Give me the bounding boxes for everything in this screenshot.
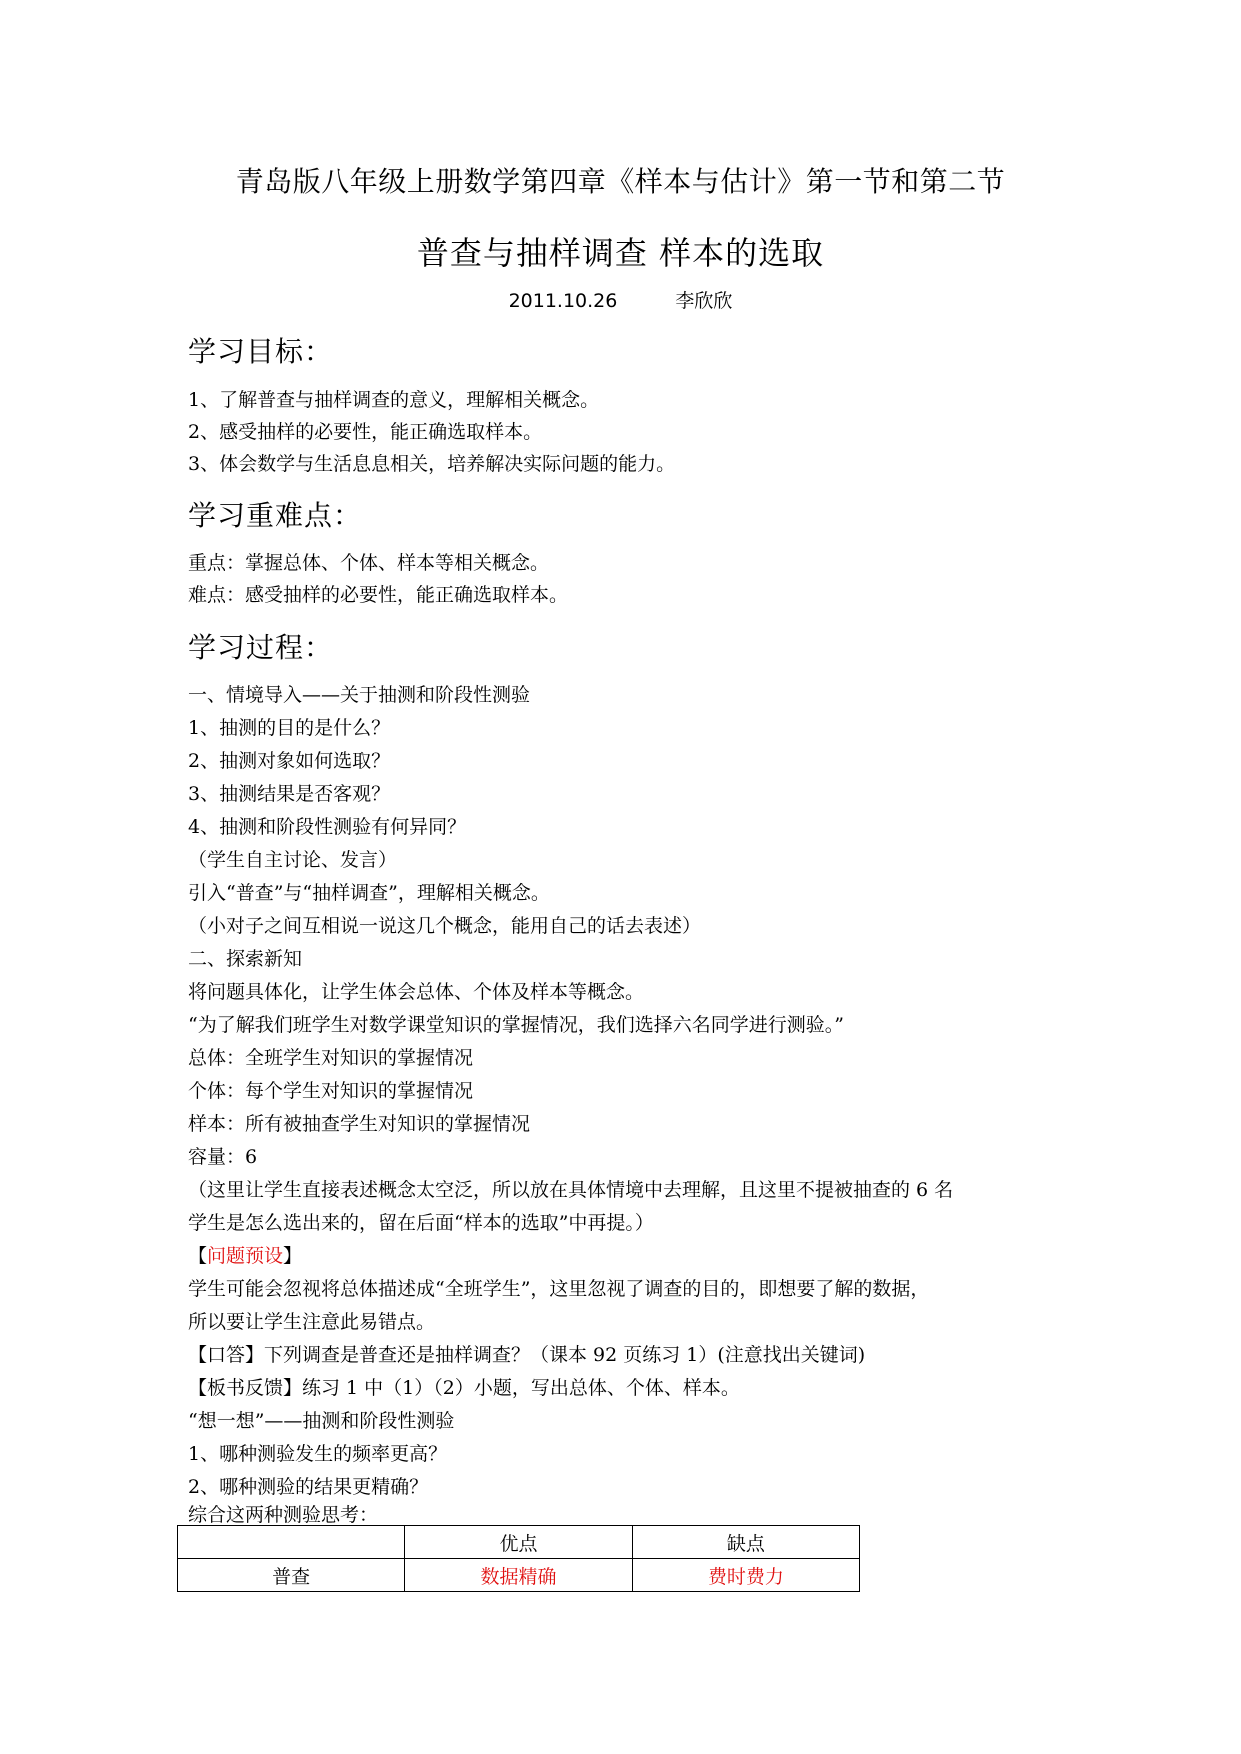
goal-item: 1、了解普查与抽样调查的意义，理解相关概念。 <box>188 389 600 411</box>
problem-preset-label <box>188 1241 302 1268</box>
table-header-cell <box>178 1526 405 1559</box>
process-line: 总体：全班学生对知识的掌握情况 <box>188 1047 474 1069</box>
document-date: 2011.10.26 <box>508 290 618 312</box>
process-line: 将问题具体化，让学生体会总体、个体及样本等概念。 <box>188 981 645 1003</box>
process-line: 学生可能会忽视将总体描述成“全班学生”，这里忽视了调查的目的，即想要了解的数据， <box>188 1278 930 1300</box>
table-header-row <box>178 1526 860 1559</box>
process-line: 引入“普查”与“抽样调查”，理解相关概念。 <box>188 882 550 904</box>
process-line: 3、抽测结果是否客观？ <box>188 783 391 805</box>
process-line: “为了解我们班学生对数学课堂知识的掌握情况，我们选择六名同学进行测验。” <box>188 1014 844 1036</box>
comparison-table <box>177 1525 860 1592</box>
process-line: （小对子之间互相说一说这几个概念，能用自己的话去表述） <box>188 915 702 937</box>
document-subtitle: 普查与抽样调查 样本的选取 <box>416 234 825 272</box>
document-author: 李欣欣 <box>675 290 733 312</box>
process-line: 个体：每个学生对知识的掌握情况 <box>188 1080 474 1102</box>
process-line: 一、情境导入——关于抽测和阶段性测验 <box>188 684 531 706</box>
process-line: 综合这两种测验思考： <box>188 1504 379 1526</box>
table-cell: 费时费力 <box>632 1559 859 1592</box>
document-meta <box>0 286 1241 313</box>
goal-item: 3、体会数学与生活息息相关，培养解决实际问题的能力。 <box>188 453 676 475</box>
problem-preset-text: 问题预设 <box>207 1245 284 1267</box>
process-line: 容量：6 <box>188 1146 258 1168</box>
process-line: 4、抽测和阶段性测验有何异同？ <box>188 816 467 838</box>
process-line: 【板书反馈】练习 1 中（1）（2）小题，写出总体、个体、样本。 <box>188 1377 740 1399</box>
key-points-heading: 学习重难点： <box>188 499 363 532</box>
process-line: 1、哪种测验发生的频率更高？ <box>188 1443 448 1465</box>
process-line: 所以要让学生注意此易错点。 <box>188 1311 436 1333</box>
goal-item: 2、感受抽样的必要性，能正确选取样本。 <box>188 421 543 443</box>
process-line: 1、抽测的目的是什么？ <box>188 717 391 739</box>
goals-heading: 学习目标： <box>188 335 334 368</box>
key-point-item: 难点：感受抽样的必要性，能正确选取样本。 <box>188 584 569 606</box>
process-line: 学生是怎么选出来的，留在后面“样本的选取”中再提。） <box>188 1212 654 1234</box>
process-line: 2、哪种测验的结果更精确？ <box>188 1476 429 1498</box>
process-line: “想一想”——抽测和阶段性测验 <box>188 1410 455 1432</box>
process-line: （学生自主讨论、发言） <box>188 849 398 871</box>
key-point-item: 重点：掌握总体、个体、样本等相关概念。 <box>188 552 550 574</box>
table-cell: 普查 <box>178 1559 405 1592</box>
table-cell: 数据精确 <box>405 1559 632 1592</box>
process-line: 2、抽测对象如何选取？ <box>188 750 391 772</box>
process-line: 二、探索新知 <box>188 948 303 970</box>
bracket-open: 【 <box>188 1245 208 1267</box>
table-row <box>178 1559 860 1592</box>
process-heading: 学习过程： <box>188 631 334 664</box>
process-line: （这里让学生直接表述概念太空泛，所以放在具体情境中去理解，且这里不提被抽查的 6 名 <box>188 1179 954 1201</box>
bracket-close: 】 <box>283 1245 303 1267</box>
document-title: 青岛版八年级上册数学第四章《样本与估计》第一节和第二节 <box>235 165 1006 198</box>
process-line: 【口答】下列调查是普查还是抽样调查？（课本 92 页练习 1）(注意找出关键词) <box>188 1344 866 1366</box>
table-header-cell: 优点 <box>405 1526 632 1559</box>
table-header-cell: 缺点 <box>632 1526 859 1559</box>
process-line: 样本：所有被抽查学生对知识的掌握情况 <box>188 1113 531 1135</box>
